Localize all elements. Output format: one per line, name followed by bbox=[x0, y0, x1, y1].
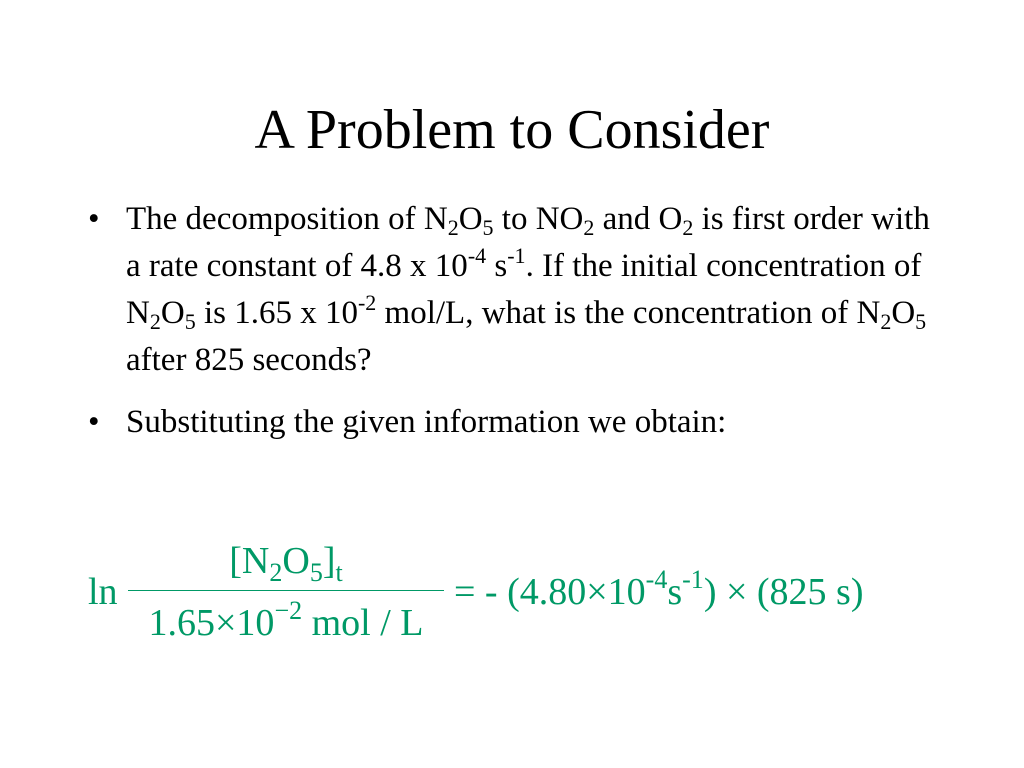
superscript: -1 bbox=[507, 243, 526, 268]
text-run: O bbox=[160, 295, 185, 331]
subscript: 5 bbox=[915, 309, 927, 334]
text-run: O bbox=[458, 201, 483, 237]
numerator-t-subscript: t bbox=[335, 558, 343, 587]
bullet-text-problem bbox=[126, 201, 930, 378]
numerator-o: O bbox=[282, 540, 310, 582]
text-run: to NO bbox=[493, 201, 584, 237]
rhs-exponent-1: -4 bbox=[645, 565, 668, 594]
slide-title: A Problem to Consider bbox=[254, 99, 770, 161]
rhs-end: ) × (825 s) bbox=[703, 571, 864, 613]
text-run: s bbox=[486, 248, 508, 284]
denominator-value: 1.65×10 bbox=[148, 602, 275, 644]
equation-ln: ln bbox=[88, 571, 118, 613]
rhs-unit-s: s bbox=[667, 571, 683, 613]
denominator-unit: mol / L bbox=[311, 602, 424, 644]
bullet-item-problem bbox=[88, 196, 948, 384]
rate-equation bbox=[88, 536, 928, 646]
equation-numerator bbox=[128, 536, 444, 586]
numerator-open: [N bbox=[229, 540, 270, 582]
text-run: The decomposition of N bbox=[126, 201, 448, 237]
denominator-exponent: −2 bbox=[274, 596, 303, 625]
rhs-exponent-2: -1 bbox=[682, 565, 704, 594]
numerator-close: ] bbox=[322, 540, 336, 582]
numerator-o-subscript: 5 bbox=[309, 558, 323, 587]
fraction-bar bbox=[128, 590, 444, 591]
text-run: after 825 seconds? bbox=[126, 342, 372, 378]
bullet-marker: • bbox=[88, 201, 100, 237]
numerator-n-subscript: 2 bbox=[269, 558, 283, 587]
text-run: and O bbox=[594, 201, 683, 237]
subscript: 2 bbox=[583, 215, 595, 240]
text-run: Substituting the given information we obtain: bbox=[126, 404, 727, 440]
bullet-marker: • bbox=[88, 404, 100, 440]
text-run: . If the initial concentration of N bbox=[126, 248, 922, 331]
text-run: is 1.65 x 10 bbox=[195, 295, 358, 331]
rhs-start: = - (4.80×10 bbox=[454, 571, 646, 613]
subscript: 2 bbox=[682, 215, 694, 240]
subscript: 5 bbox=[482, 215, 494, 240]
text-run: mol/L, what is the concentration of N bbox=[376, 295, 881, 331]
bullet-item-substituting bbox=[88, 399, 948, 446]
bullet-text-substituting bbox=[126, 404, 726, 440]
equation-right-side bbox=[454, 565, 864, 614]
subscript: 2 bbox=[447, 215, 459, 240]
superscript: -4 bbox=[467, 243, 487, 268]
subscript: 5 bbox=[184, 309, 196, 334]
subscript: 2 bbox=[880, 309, 892, 334]
superscript: -2 bbox=[357, 290, 377, 315]
bullet-list bbox=[88, 196, 948, 461]
equation-denominator bbox=[128, 598, 444, 648]
subscript: 2 bbox=[149, 309, 161, 334]
equation-fraction bbox=[128, 536, 444, 646]
text-run: is first order with a rate constant of 4.8 x 10 bbox=[126, 201, 930, 284]
text-run: O bbox=[891, 295, 916, 331]
